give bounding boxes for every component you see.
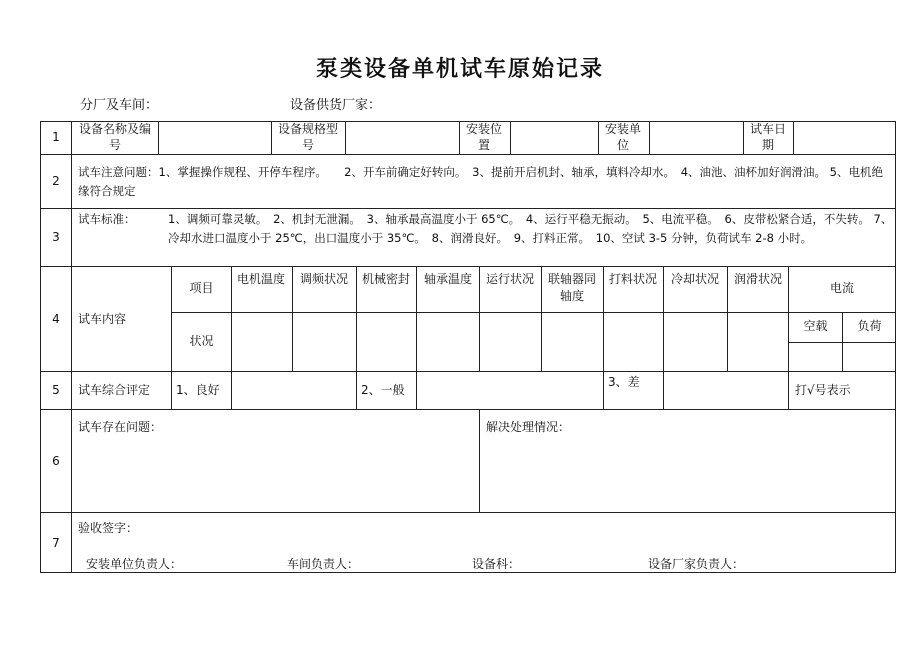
row-divider xyxy=(40,154,896,155)
cell-divider xyxy=(292,266,293,371)
cooling-status-header: 冷却状况 xyxy=(671,272,720,286)
row-number: 1 xyxy=(52,130,60,144)
cell-divider xyxy=(231,266,232,371)
rating-poor: 3、差 xyxy=(608,375,640,389)
install-location-label: 安装位置 xyxy=(465,122,502,152)
coupling-alignment-header: 联轴器同轴度 xyxy=(547,272,596,303)
row-divider xyxy=(40,512,896,513)
workshop-signature: 车间负责人： xyxy=(287,557,360,571)
equipment-spec-label: 设备规格型号 xyxy=(278,122,339,152)
rating-normal: 2、一般 xyxy=(361,383,405,397)
cell-divider xyxy=(663,371,664,409)
test-standard-text: 1、调频可靠灵敏。 2、机封无泄漏。 3、轴承最高温度小于 65℃。 4、运行平稳无振动。 5、电流平稳。 6、皮带松紧合适，不失转。 7、冷却水进口温度小于 25℃，出口温度小于 35℃。 8、润滑良好。 9、打料正常。 10、空试 3-5 分钟，负荷试车 2-8 小时。 xyxy=(168,212,893,245)
cell-divider xyxy=(231,371,232,409)
test-date-label: 试车日期 xyxy=(749,122,786,152)
cell-divider xyxy=(793,121,794,154)
row-divider xyxy=(40,208,896,209)
row-divider xyxy=(40,266,896,267)
row-number: 6 xyxy=(52,454,60,468)
cell-divider xyxy=(345,121,346,154)
cell-divider xyxy=(603,371,604,409)
overall-evaluation-label: 试车综合评定 xyxy=(78,383,151,397)
no-load-label: 空载 xyxy=(803,319,828,333)
number-column-divider xyxy=(71,121,72,573)
mech-seal-header: 机械密封 xyxy=(362,272,411,286)
row-number: 5 xyxy=(52,383,60,397)
row-number: 4 xyxy=(52,312,60,326)
cell-divider xyxy=(416,371,417,409)
factory-workshop-label: 分厂及车间： xyxy=(80,98,159,113)
install-unit-label: 安装单位 xyxy=(604,122,641,152)
cell-divider xyxy=(541,266,542,371)
manufacturer-signature: 设备厂家负责人： xyxy=(648,557,745,571)
feeding-status-header: 打料状况 xyxy=(609,272,658,286)
row-divider xyxy=(40,409,896,410)
cell-divider xyxy=(510,121,511,154)
rating-good: 1、良好 xyxy=(176,383,220,397)
test-precautions: 试车注意问题：1、掌握操作规程、开停车程序。 2、开车前确定好转向。 3、提前开启机封、轴承，填料冷却水。 4、油池、油杯加好润滑油。 5、电机绝缘符合规定 xyxy=(78,165,883,198)
cell-divider xyxy=(171,312,896,313)
cell-divider xyxy=(727,266,728,371)
bearing-temp-header: 轴承温度 xyxy=(423,272,472,286)
test-content-label: 试车内容 xyxy=(78,312,127,326)
cell-divider xyxy=(171,371,172,409)
cell-divider xyxy=(356,371,357,409)
equipment-name-label: 设备名称及编号 xyxy=(78,122,151,152)
row-divider xyxy=(40,371,896,372)
check-mark-note: 打√号表示 xyxy=(795,383,851,397)
cell-divider xyxy=(788,342,896,343)
cell-divider xyxy=(479,266,480,371)
running-status-header: 运行状况 xyxy=(486,272,535,286)
freq-status-header: 调频状况 xyxy=(299,272,348,286)
existing-problems-label: 试车存在问题： xyxy=(78,420,163,434)
cell-divider xyxy=(271,121,272,154)
load-label: 负荷 xyxy=(857,319,882,333)
row-number: 7 xyxy=(52,536,60,550)
page-title: 泵类设备单机试车原始记录 xyxy=(315,56,604,82)
cell-divider xyxy=(479,409,480,512)
cell-divider xyxy=(598,121,599,154)
solution-label: 解决处理情况： xyxy=(486,420,571,434)
cell-divider xyxy=(663,266,664,371)
cell-divider xyxy=(158,121,159,154)
test-standard-label: 试车标准： xyxy=(78,212,136,226)
motor-temp-header: 电机温度 xyxy=(237,272,286,286)
supplier-label: 设备供货厂家： xyxy=(290,98,382,113)
cell-divider xyxy=(603,266,604,371)
row-number: 3 xyxy=(52,230,60,244)
cell-divider xyxy=(649,121,650,154)
current-header: 电流 xyxy=(829,281,854,295)
cell-divider xyxy=(459,121,460,154)
install-unit-signature: 安装单位负责人： xyxy=(86,557,183,571)
item-header: 项目 xyxy=(189,281,214,295)
equipment-dept-signature: 设备科： xyxy=(472,557,521,571)
status-label: 状况 xyxy=(189,334,214,348)
cell-divider xyxy=(743,121,744,154)
cell-divider xyxy=(416,266,417,371)
lubrication-status-header: 润滑状况 xyxy=(733,272,782,286)
cell-divider xyxy=(788,371,789,409)
row-number: 2 xyxy=(52,174,60,188)
acceptance-signature-label: 验收签字： xyxy=(78,521,139,535)
cell-divider xyxy=(356,266,357,371)
